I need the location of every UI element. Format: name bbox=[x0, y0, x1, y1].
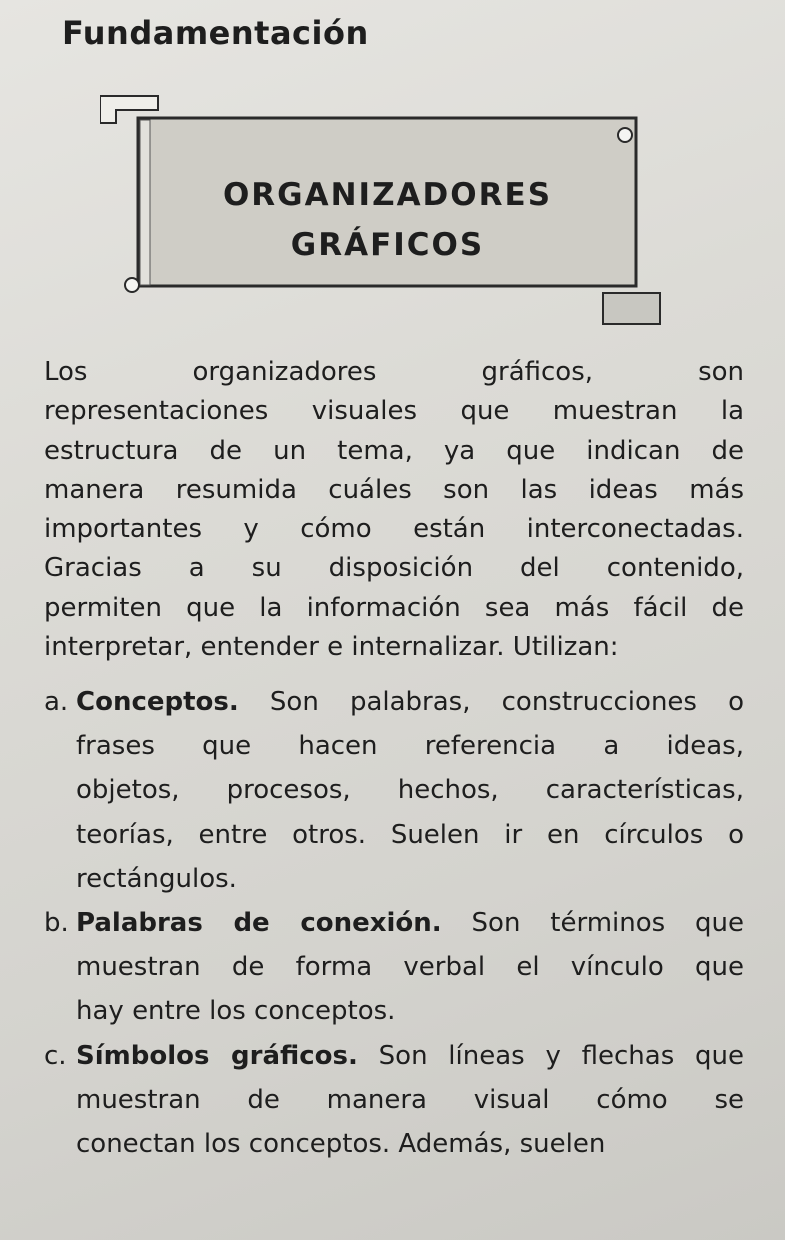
item-text: Son líneas y flechas que bbox=[378, 1040, 744, 1071]
intro-paragraph bbox=[44, 353, 744, 667]
item-text: rectángulos. bbox=[76, 863, 237, 894]
item-text: conectan los conceptos. Además, suelen bbox=[76, 1129, 606, 1160]
banner-title bbox=[140, 170, 635, 270]
intro-line: Gracias a su disposición del contenido, bbox=[44, 553, 744, 584]
intro-line: Los organizadores gráficos, son bbox=[44, 357, 744, 387]
list-item bbox=[44, 901, 744, 1034]
list-marker: b. bbox=[44, 908, 69, 939]
list-item bbox=[44, 680, 744, 901]
intro-line: interpretar, entender e internalizar. Utilizan: bbox=[44, 632, 619, 663]
list-marker: a. bbox=[44, 687, 69, 717]
title-banner bbox=[100, 88, 670, 328]
intro-line: manera resumida cuáles son las ideas más bbox=[44, 474, 744, 505]
banner-line-1: ORGANIZADORES bbox=[222, 177, 553, 213]
item-text: Son palabras, construcciones o bbox=[269, 687, 745, 717]
item-text: muestran de manera visual cómo se bbox=[76, 1084, 744, 1115]
item-text: hay entre los conceptos. bbox=[76, 996, 396, 1027]
item-text: objetos, procesos, hechos, características, bbox=[76, 775, 744, 806]
intro-line: permiten que la información sea más fácil de bbox=[44, 592, 744, 623]
term-label: Conceptos. bbox=[76, 687, 239, 717]
intro-line: representaciones visuales que muestran la bbox=[44, 396, 744, 427]
item-text: teorías, entre otros. Suelen ir en círculos o bbox=[76, 819, 744, 850]
list-marker: c. bbox=[44, 1040, 67, 1071]
intro-line: importantes y cómo están interconectadas. bbox=[44, 514, 744, 545]
banner-line-2: GRÁFICOS bbox=[290, 227, 485, 263]
section-heading: Fundamentación bbox=[62, 14, 369, 52]
element-list bbox=[44, 680, 744, 1166]
list-item bbox=[44, 1034, 744, 1167]
item-text: muestran de forma verbal el vínculo que bbox=[76, 952, 744, 983]
item-text: frases que hacen referencia a ideas, bbox=[76, 731, 744, 762]
item-text: Son términos que bbox=[471, 908, 745, 939]
term-label: Palabras de conexión. bbox=[76, 908, 442, 939]
intro-line: estructura de un tema, ya que indican de bbox=[44, 435, 744, 466]
term-label: Símbolos gráficos. bbox=[76, 1040, 358, 1071]
